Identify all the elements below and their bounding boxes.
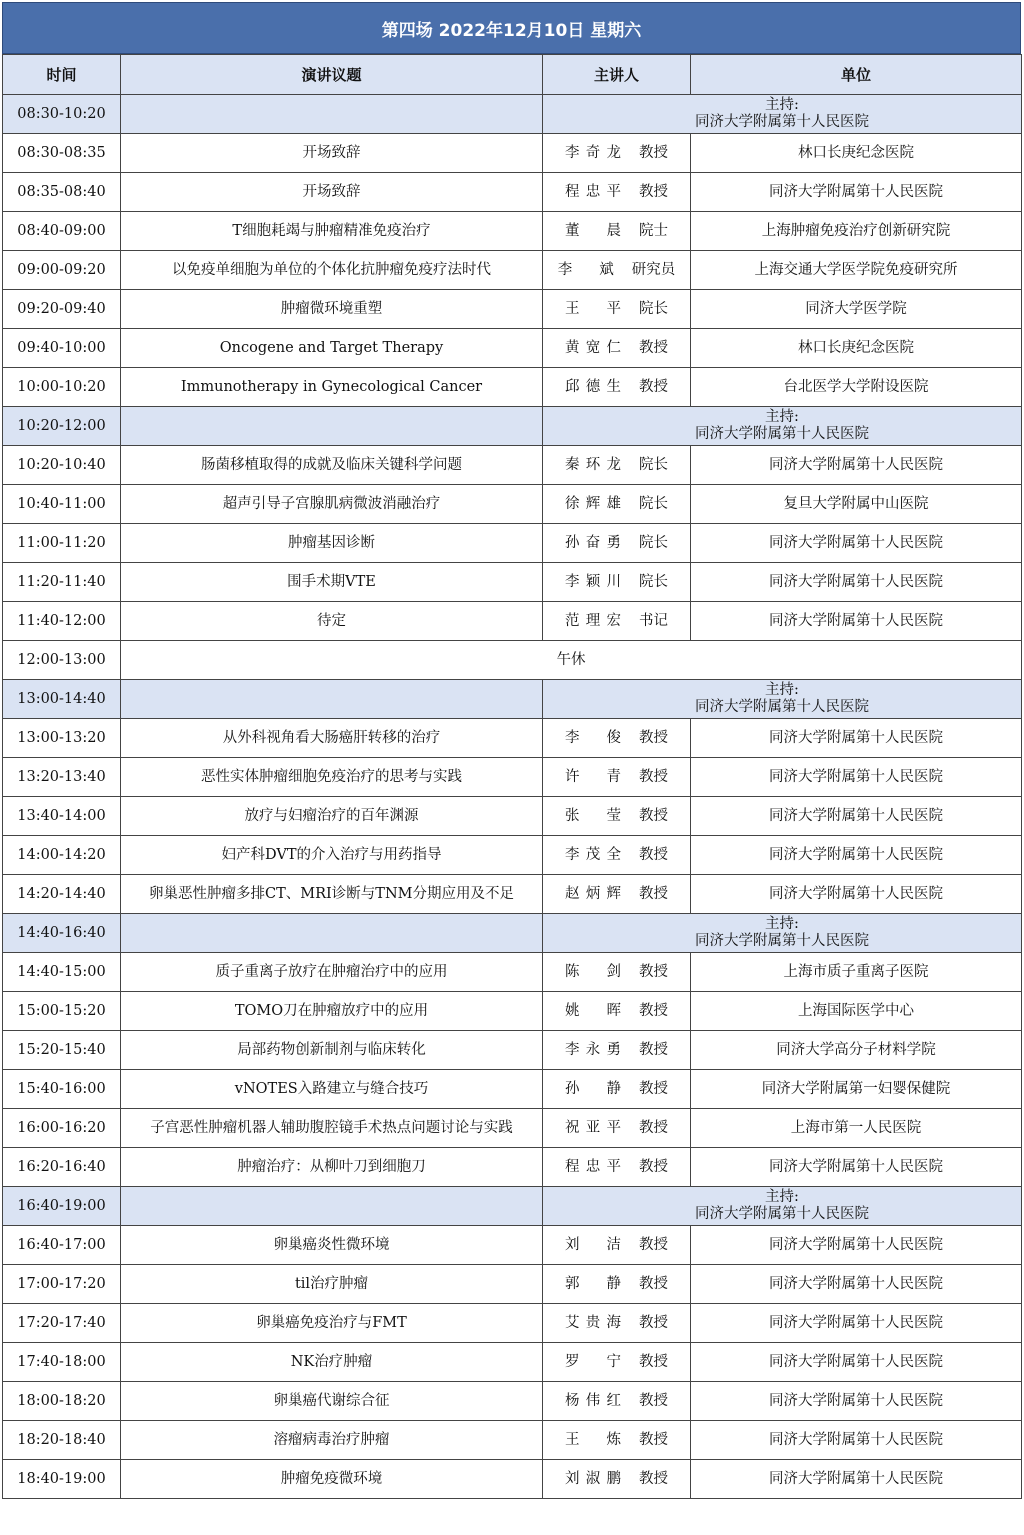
talk-row	[3, 1343, 1022, 1382]
talk-topic: TOMO刀在肿瘤放疗中的应用	[121, 992, 543, 1031]
speaker-group	[565, 145, 668, 161]
speaker-title: 教授	[639, 1120, 668, 1136]
talk-row	[3, 1421, 1022, 1460]
talk-time: 08:35-08:40	[3, 173, 121, 212]
talk-topic: 溶瘤病毒治疗肿瘤	[121, 1421, 543, 1460]
speaker-title: 教授	[639, 184, 668, 200]
talk-time: 17:20-17:40	[3, 1304, 121, 1343]
talk-time: 10:00-10:20	[3, 368, 121, 407]
speaker-group	[558, 262, 676, 278]
session-spacer	[121, 407, 543, 446]
talk-topic: 开场致辞	[121, 134, 543, 173]
host-unit: 同济大学附属第十人民医院	[695, 1206, 869, 1222]
talk-time: 16:20-16:40	[3, 1148, 121, 1187]
talk-time: 15:40-16:00	[3, 1070, 121, 1109]
talk-speaker	[543, 1109, 691, 1148]
host-unit: 同济大学附属第十人民医院	[695, 114, 869, 130]
speaker-name: 郭静	[565, 1276, 621, 1292]
talk-row	[3, 134, 1022, 173]
talk-time: 17:40-18:00	[3, 1343, 121, 1382]
speaker-name: 李永勇	[565, 1042, 621, 1058]
session-spacer	[121, 95, 543, 134]
talk-row	[3, 212, 1022, 251]
talk-topic: Immunotherapy in Gynecological Cancer	[121, 368, 543, 407]
talk-row	[3, 992, 1022, 1031]
talk-topic: 卵巢癌免疫治疗与FMT	[121, 1304, 543, 1343]
talk-row	[3, 758, 1022, 797]
speaker-name: 程忠平	[565, 1159, 621, 1175]
speaker-name: 黄宽仁	[565, 340, 621, 356]
talk-speaker	[543, 719, 691, 758]
talk-topic: 妇产科DVT的介入治疗与用药指导	[121, 836, 543, 875]
session-row	[3, 680, 1022, 719]
talk-topic: Oncogene and Target Therapy	[121, 329, 543, 368]
talk-time: 11:40-12:00	[3, 602, 121, 641]
talk-speaker	[543, 1031, 691, 1070]
talk-unit: 同济大学附属第十人民医院	[691, 875, 1022, 914]
talk-topic: 超声引导子宫腺肌病微波消融治疗	[121, 485, 543, 524]
host-label: 主持:	[765, 1189, 799, 1205]
talk-row	[3, 1460, 1022, 1499]
talk-time: 13:40-14:00	[3, 797, 121, 836]
speaker-name: 李茂全	[565, 847, 621, 863]
talk-row	[3, 797, 1022, 836]
speaker-group	[565, 1120, 668, 1136]
speaker-name: 艾贵海	[565, 1315, 621, 1331]
talk-unit: 同济大学附属第十人民医院	[691, 1226, 1022, 1265]
talk-row	[3, 524, 1022, 563]
header-time: 时间	[3, 55, 121, 95]
speaker-name: 李颖川	[565, 574, 621, 590]
talk-unit: 同济大学附属第十人民医院	[691, 563, 1022, 602]
talk-speaker	[543, 485, 691, 524]
speaker-group	[565, 1003, 668, 1019]
talk-unit: 同济大学附属第十人民医院	[691, 446, 1022, 485]
speaker-title: 教授	[639, 1081, 668, 1097]
speaker-group	[565, 1315, 668, 1331]
session-time: 14:40-16:40	[3, 914, 121, 953]
speaker-name: 刘洁	[565, 1237, 621, 1253]
session-spacer	[121, 680, 543, 719]
speaker-group	[565, 964, 668, 980]
talk-row	[3, 1031, 1022, 1070]
talk-speaker	[543, 368, 691, 407]
schedule	[2, 2, 1021, 1499]
talk-row	[3, 1304, 1022, 1343]
speaker-title: 教授	[639, 1042, 668, 1058]
talk-topic: 放疗与妇瘤治疗的百年渊源	[121, 797, 543, 836]
talk-topic: 围手术期VTE	[121, 563, 543, 602]
speaker-name: 李斌	[557, 262, 614, 278]
talk-topic: 肠菌移植取得的成就及临床关键科学问题	[121, 446, 543, 485]
talk-unit: 同济大学附属第十人民医院	[691, 1460, 1022, 1499]
speaker-name: 李俊	[565, 730, 621, 746]
talk-unit: 同济大学附属第十人民医院	[691, 836, 1022, 875]
talk-unit: 台北医学大学附设医院	[691, 368, 1022, 407]
talk-speaker	[543, 446, 691, 485]
talk-speaker	[543, 212, 691, 251]
speaker-title: 教授	[639, 730, 668, 746]
header-speaker: 主讲人	[543, 55, 691, 95]
talk-row	[3, 368, 1022, 407]
talk-speaker	[543, 290, 691, 329]
talk-time: 13:20-13:40	[3, 758, 121, 797]
speaker-title: 教授	[639, 340, 668, 356]
talk-time: 10:20-10:40	[3, 446, 121, 485]
talk-unit: 上海国际医学中心	[691, 992, 1022, 1031]
speaker-title: 教授	[639, 769, 668, 785]
talk-time: 17:00-17:20	[3, 1265, 121, 1304]
host-label: 主持:	[765, 682, 799, 698]
talk-speaker	[543, 1460, 691, 1499]
header-unit: 单位	[691, 55, 1022, 95]
speaker-title: 院长	[639, 574, 668, 590]
talk-topic: NK治疗肿瘤	[121, 1343, 543, 1382]
session-row	[3, 914, 1022, 953]
speaker-group	[565, 886, 668, 902]
talk-speaker	[543, 1070, 691, 1109]
speaker-name: 范理宏	[565, 613, 621, 629]
talk-time: 18:20-18:40	[3, 1421, 121, 1460]
speaker-name: 祝亚平	[565, 1120, 621, 1136]
speaker-name: 秦环龙	[565, 457, 621, 473]
talk-topic: 待定	[121, 602, 543, 641]
speaker-name: 陈剑	[565, 964, 621, 980]
talk-unit: 同济大学附属第十人民医院	[691, 1304, 1022, 1343]
session-row	[3, 407, 1022, 446]
talk-speaker	[543, 563, 691, 602]
session-row	[3, 95, 1022, 134]
talk-unit: 同济大学附属第十人民医院	[691, 1148, 1022, 1187]
talk-row	[3, 953, 1022, 992]
talk-topic: vNOTES入路建立与缝合技巧	[121, 1070, 543, 1109]
talk-unit: 同济大学附属第十人民医院	[691, 173, 1022, 212]
speaker-group	[565, 340, 668, 356]
schedule-title: 第四场 2022年12月10日 星期六	[2, 2, 1021, 54]
talk-unit: 上海交通大学医学院免疫研究所	[691, 251, 1022, 290]
speaker-group	[565, 1432, 668, 1448]
speaker-group	[565, 1393, 668, 1409]
speaker-group	[565, 1081, 668, 1097]
speaker-title: 教授	[639, 1276, 668, 1292]
talk-speaker	[543, 953, 691, 992]
header-topic: 演讲议题	[121, 55, 543, 95]
speaker-name: 孙奋勇	[565, 535, 621, 551]
host-unit: 同济大学附属第十人民医院	[695, 426, 869, 442]
speaker-group	[565, 730, 668, 746]
host-label: 主持:	[765, 409, 799, 425]
talk-topic: 以免疫单细胞为单位的个体化抗肿瘤免疫疗法时代	[121, 251, 543, 290]
talk-time: 14:20-14:40	[3, 875, 121, 914]
talk-topic: 肿瘤免疫微环境	[121, 1460, 543, 1499]
talk-speaker	[543, 1343, 691, 1382]
talk-row	[3, 485, 1022, 524]
talk-unit: 复旦大学附属中山医院	[691, 485, 1022, 524]
host-unit: 同济大学附属第十人民医院	[695, 699, 869, 715]
speaker-title: 研究员	[631, 262, 676, 278]
session-host	[543, 914, 1022, 953]
speaker-title: 教授	[639, 886, 668, 902]
talk-time: 15:00-15:20	[3, 992, 121, 1031]
talk-row	[3, 1070, 1022, 1109]
speaker-group	[565, 379, 668, 395]
speaker-title: 教授	[639, 1159, 668, 1175]
speaker-group	[565, 808, 668, 824]
talk-topic: 质子重离子放疗在肿瘤治疗中的应用	[121, 953, 543, 992]
talk-speaker	[543, 1265, 691, 1304]
talk-unit: 同济大学附属第十人民医院	[691, 797, 1022, 836]
talk-topic: 开场致辞	[121, 173, 543, 212]
talk-unit: 同济大学附属第十人民医院	[691, 1421, 1022, 1460]
talk-time: 14:40-15:00	[3, 953, 121, 992]
talk-unit: 同济大学附属第十人民医院	[691, 719, 1022, 758]
talk-speaker	[543, 524, 691, 563]
break-row	[3, 641, 1022, 680]
talk-topic: 局部药物创新制剂与临床转化	[121, 1031, 543, 1070]
talk-unit: 同济大学附属第十人民医院	[691, 1382, 1022, 1421]
talk-time: 13:00-13:20	[3, 719, 121, 758]
talk-row	[3, 1382, 1022, 1421]
speaker-group	[565, 301, 668, 317]
speaker-group	[565, 769, 668, 785]
break-label: 午休	[121, 641, 1022, 680]
speaker-name: 程忠平	[565, 184, 621, 200]
speaker-name: 徐辉雄	[565, 496, 621, 512]
talk-unit: 同济大学附属第十人民医院	[691, 602, 1022, 641]
talk-speaker	[543, 1226, 691, 1265]
talk-row	[3, 173, 1022, 212]
talk-unit: 林口长庚纪念医院	[691, 134, 1022, 173]
talk-time: 10:40-11:00	[3, 485, 121, 524]
speaker-group	[565, 1042, 668, 1058]
talk-row	[3, 563, 1022, 602]
talk-unit: 同济大学附属第十人民医院	[691, 1343, 1022, 1382]
talk-speaker	[543, 1382, 691, 1421]
talk-topic: 卵巢癌代谢综合征	[121, 1382, 543, 1421]
speaker-title: 教授	[639, 964, 668, 980]
speaker-name: 杨伟红	[565, 1393, 621, 1409]
talk-row	[3, 1109, 1022, 1148]
speaker-title: 院长	[639, 457, 668, 473]
break-time: 12:00-13:00	[3, 641, 121, 680]
talk-speaker	[543, 875, 691, 914]
speaker-name: 赵炳辉	[565, 886, 621, 902]
talk-speaker	[543, 602, 691, 641]
session-host	[543, 95, 1022, 134]
talk-time: 16:40-17:00	[3, 1226, 121, 1265]
speaker-name: 罗宁	[565, 1354, 621, 1370]
speaker-name: 王平	[565, 301, 621, 317]
speaker-title: 院长	[639, 496, 668, 512]
speaker-group	[565, 457, 668, 473]
talk-time: 16:00-16:20	[3, 1109, 121, 1148]
talk-row	[3, 329, 1022, 368]
talk-speaker	[543, 797, 691, 836]
talk-row	[3, 836, 1022, 875]
talk-speaker	[543, 1304, 691, 1343]
speaker-name: 张莹	[565, 808, 621, 824]
talk-speaker	[543, 134, 691, 173]
talk-time: 11:20-11:40	[3, 563, 121, 602]
speaker-name: 王炼	[565, 1432, 621, 1448]
talk-row	[3, 719, 1022, 758]
speaker-title: 教授	[639, 1471, 668, 1487]
talk-time: 18:00-18:20	[3, 1382, 121, 1421]
speaker-title: 院长	[639, 535, 668, 551]
speaker-name: 董晨	[565, 223, 621, 239]
session-time: 13:00-14:40	[3, 680, 121, 719]
speaker-title: 教授	[639, 1354, 668, 1370]
speaker-title: 教授	[639, 1003, 668, 1019]
talk-topic: 卵巢癌炎性微环境	[121, 1226, 543, 1265]
talk-unit: 同济大学高分子材料学院	[691, 1031, 1022, 1070]
talk-speaker	[543, 758, 691, 797]
talk-speaker	[543, 329, 691, 368]
speaker-group	[565, 1159, 668, 1175]
speaker-title: 教授	[639, 1237, 668, 1253]
talk-speaker	[543, 1148, 691, 1187]
talk-row	[3, 1226, 1022, 1265]
talk-unit: 同济大学附属第十人民医院	[691, 524, 1022, 563]
speaker-group	[565, 1471, 668, 1487]
talk-time: 11:00-11:20	[3, 524, 121, 563]
speaker-group	[565, 847, 668, 863]
talk-row	[3, 1148, 1022, 1187]
speaker-group	[565, 535, 668, 551]
talk-unit: 林口长庚纪念医院	[691, 329, 1022, 368]
talk-topic: 子宫恶性肿瘤机器人辅助腹腔镜手术热点问题讨论与实践	[121, 1109, 543, 1148]
talk-row	[3, 290, 1022, 329]
speaker-title: 书记	[639, 613, 668, 629]
speaker-name: 邱德生	[565, 379, 621, 395]
talk-topic: 肿瘤治疗：从柳叶刀到细胞刀	[121, 1148, 543, 1187]
host-unit: 同济大学附属第十人民医院	[695, 933, 869, 949]
speaker-title: 教授	[639, 847, 668, 863]
speaker-title: 教授	[639, 1432, 668, 1448]
speaker-name: 孙静	[565, 1081, 621, 1097]
speaker-group	[565, 223, 668, 239]
talk-time: 09:00-09:20	[3, 251, 121, 290]
speaker-group	[565, 496, 668, 512]
speaker-name: 刘淑鹏	[565, 1471, 621, 1487]
speaker-title: 教授	[639, 808, 668, 824]
schedule-table	[2, 54, 1022, 1499]
talk-row	[3, 446, 1022, 485]
talk-time: 08:40-09:00	[3, 212, 121, 251]
talk-topic: til治疗肿瘤	[121, 1265, 543, 1304]
session-time: 10:20-12:00	[3, 407, 121, 446]
session-row	[3, 1187, 1022, 1226]
session-host	[543, 1187, 1022, 1226]
host-label: 主持:	[765, 97, 799, 113]
talk-unit: 上海市第一人民医院	[691, 1109, 1022, 1148]
talk-unit: 同济大学附属第一妇婴保健院	[691, 1070, 1022, 1109]
session-time: 08:30-10:20	[3, 95, 121, 134]
talk-time: 15:20-15:40	[3, 1031, 121, 1070]
speaker-name: 李奇龙	[565, 145, 621, 161]
speaker-title: 院长	[639, 301, 668, 317]
speaker-name: 姚晖	[565, 1003, 621, 1019]
speaker-title: 教授	[639, 379, 668, 395]
speaker-group	[565, 613, 668, 629]
talk-topic: 肿瘤微环境重塑	[121, 290, 543, 329]
talk-speaker	[543, 992, 691, 1031]
speaker-group	[565, 1354, 668, 1370]
talk-speaker	[543, 836, 691, 875]
speaker-group	[565, 574, 668, 590]
talk-unit: 同济大学附属第十人民医院	[691, 758, 1022, 797]
speaker-title: 院士	[639, 223, 668, 239]
talk-speaker	[543, 251, 691, 290]
talk-topic: 肿瘤基因诊断	[121, 524, 543, 563]
talk-row	[3, 602, 1022, 641]
talk-unit: 上海肿瘤免疫治疗创新研究院	[691, 212, 1022, 251]
speaker-group	[565, 1276, 668, 1292]
talk-topic: 恶性实体肿瘤细胞免疫治疗的思考与实践	[121, 758, 543, 797]
talk-time: 08:30-08:35	[3, 134, 121, 173]
talk-time: 09:40-10:00	[3, 329, 121, 368]
talk-topic: 从外科视角看大肠癌肝转移的治疗	[121, 719, 543, 758]
header-row	[3, 55, 1022, 95]
talk-time: 09:20-09:40	[3, 290, 121, 329]
talk-unit: 同济大学附属第十人民医院	[691, 1265, 1022, 1304]
session-time: 16:40-19:00	[3, 1187, 121, 1226]
talk-topic: T细胞耗竭与肿瘤精准免疫治疗	[121, 212, 543, 251]
talk-speaker	[543, 173, 691, 212]
talk-speaker	[543, 1421, 691, 1460]
talk-row	[3, 875, 1022, 914]
talk-time: 14:00-14:20	[3, 836, 121, 875]
talk-time: 18:40-19:00	[3, 1460, 121, 1499]
talk-row	[3, 1265, 1022, 1304]
speaker-title: 教授	[639, 1393, 668, 1409]
speaker-title: 教授	[639, 1315, 668, 1331]
session-host	[543, 407, 1022, 446]
speaker-title: 教授	[639, 145, 668, 161]
talk-row	[3, 251, 1022, 290]
speaker-group	[565, 1237, 668, 1253]
session-host	[543, 680, 1022, 719]
talk-topic: 卵巢恶性肿瘤多排CT、MRI诊断与TNM分期应用及不足	[121, 875, 543, 914]
session-spacer	[121, 914, 543, 953]
speaker-name: 许青	[565, 769, 621, 785]
host-label: 主持:	[765, 916, 799, 932]
talk-unit: 同济大学医学院	[691, 290, 1022, 329]
talk-unit: 上海市质子重离子医院	[691, 953, 1022, 992]
session-spacer	[121, 1187, 543, 1226]
speaker-group	[565, 184, 668, 200]
